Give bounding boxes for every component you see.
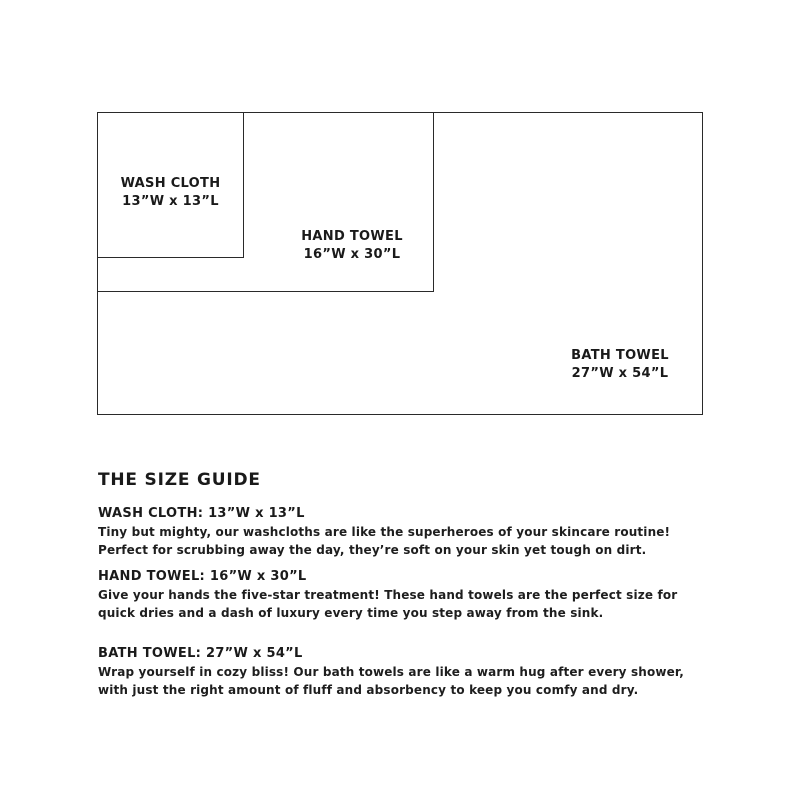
wash-cloth-desc-line-2: Perfect for scrubbing away the day, they’re soft on your skin yet tough on dirt. bbox=[98, 543, 647, 557]
bath-towel-desc-line-2: with just the right amount of fluff and absorbency to keep you comfy and dry. bbox=[98, 683, 639, 697]
hand-towel-name: HAND TOWEL bbox=[301, 229, 403, 244]
hand-towel-entry-title: HAND TOWEL: 16”W x 30”L bbox=[98, 569, 307, 584]
hand-towel-size: 16”W x 30”L bbox=[303, 247, 401, 262]
hand-towel-entry bbox=[98, 568, 718, 622]
wash-cloth-name: WASH CLOTH bbox=[120, 176, 221, 191]
bath-towel-label bbox=[550, 347, 690, 383]
wash-cloth-entry bbox=[98, 505, 718, 559]
wash-cloth-desc-line-1: Tiny but mighty, our washcloths are like the superheroes of your skincare routine! bbox=[98, 525, 671, 539]
bath-towel-entry-title: BATH TOWEL: 27”W x 54”L bbox=[98, 646, 303, 661]
size-guide-heading: THE SIZE GUIDE bbox=[98, 470, 261, 490]
bath-towel-desc-line-1: Wrap yourself in cozy bliss! Our bath towels are like a warm hug after every shower, bbox=[98, 665, 684, 679]
hand-towel-label bbox=[282, 228, 422, 264]
bath-towel-name: BATH TOWEL bbox=[571, 348, 669, 363]
wash-cloth-entry-title: WASH CLOTH: 13”W x 13”L bbox=[98, 506, 305, 521]
wash-cloth-size: 13”W x 13”L bbox=[122, 194, 219, 209]
hand-towel-desc-line-1: Give your hands the five-star treatment! These hand towels are the perfect size for bbox=[98, 588, 678, 602]
bath-towel-entry bbox=[98, 645, 718, 699]
bath-towel-size: 27”W x 54”L bbox=[571, 366, 669, 381]
hand-towel-desc-line-2: quick dries and a dash of luxury every time you step away from the sink. bbox=[98, 606, 604, 620]
wash-cloth-label bbox=[100, 175, 241, 211]
